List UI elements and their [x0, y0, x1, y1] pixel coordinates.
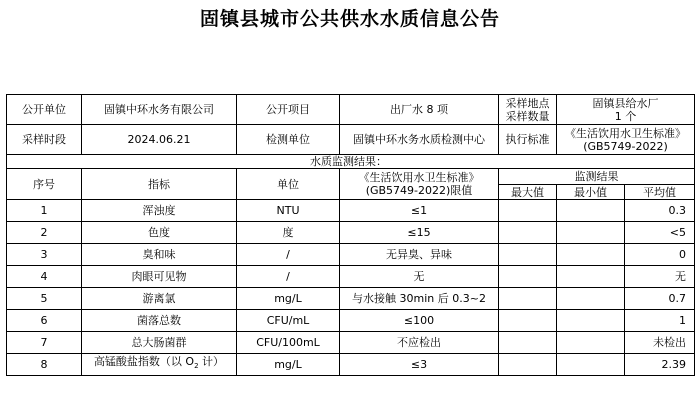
cell-min — [557, 332, 625, 354]
cell-no: 8 — [7, 354, 82, 376]
cell-avg: 无 — [625, 266, 695, 288]
col-avg: 平均值 — [625, 185, 695, 200]
cell-max — [499, 332, 557, 354]
col-min: 最小值 — [557, 185, 625, 200]
cell-max — [499, 244, 557, 266]
col-max: 最大值 — [499, 185, 557, 200]
quantity-label: 采样数量 — [505, 109, 550, 123]
cell-indicator: 肉眼可见物 — [82, 266, 237, 288]
page-title: 固镇县城市公共供水水质信息公告 — [199, 8, 500, 30]
standard-value — [557, 125, 695, 155]
cell-unit: CFU/mL — [237, 310, 340, 332]
table-row — [7, 310, 695, 332]
col-limit-line1: 《生活饮用水卫生标准》 — [358, 171, 480, 184]
cell-limit: 与水接触 30min 后 0.3~2 — [340, 288, 499, 310]
cell-indicator: 总大肠菌群 — [82, 332, 237, 354]
cell-no: 5 — [7, 288, 82, 310]
site-labels — [499, 95, 557, 125]
period-value: 2024.06.21 — [82, 125, 237, 155]
standard-name: 《生活饮用水卫生标准》 — [565, 126, 686, 140]
cell-min — [557, 244, 625, 266]
cell-no: 3 — [7, 244, 82, 266]
cell-indicator: 色度 — [82, 222, 237, 244]
cell-avg: 0.3 — [625, 200, 695, 222]
col-no: 序号 — [7, 169, 82, 200]
cell-max — [499, 266, 557, 288]
cell-limit: ≤100 — [340, 310, 499, 332]
col-limit-line2: (GB5749-2022)限值 — [365, 184, 473, 197]
table-row — [7, 332, 695, 354]
period-label: 采样时段 — [7, 125, 82, 155]
cell-limit: ≤3 — [340, 354, 499, 376]
cell-min — [557, 222, 625, 244]
col-unit: 单位 — [237, 169, 340, 200]
cell-avg: 2.39 — [625, 354, 695, 376]
site-label: 采样地点 — [505, 96, 550, 110]
cell-min — [557, 200, 625, 222]
cell-avg: <5 — [625, 222, 695, 244]
item-value: 出厂水 8 项 — [340, 95, 499, 125]
cell-no: 2 — [7, 222, 82, 244]
indicator-text: 高锰酸盐指数（以 O — [93, 355, 195, 369]
lab-value: 固镇中环水务水质检测中心 — [340, 125, 499, 155]
site-value: 固镇县给水厂 — [592, 96, 659, 110]
col-indicator: 指标 — [82, 169, 237, 200]
indicator-subscript: 2 — [194, 362, 199, 371]
results-caption: 水质监测结果： — [7, 155, 695, 169]
cell-avg: 未检出 — [625, 332, 695, 354]
cell-indicator: 菌落总数 — [82, 310, 237, 332]
table-row — [7, 266, 695, 288]
cell-unit: NTU — [237, 200, 340, 222]
cell-no: 6 — [7, 310, 82, 332]
standard-label: 执行标准 — [499, 125, 557, 155]
cell-min — [557, 354, 625, 376]
cell-limit: 不应检出 — [340, 332, 499, 354]
header-row-publisher — [7, 95, 695, 125]
cell-unit: CFU/100mL — [237, 332, 340, 354]
site-values — [557, 95, 695, 125]
table-row — [7, 354, 695, 376]
cell-min — [557, 266, 625, 288]
cell-max — [499, 288, 557, 310]
cell-unit: 度 — [237, 222, 340, 244]
cell-unit: mg/L — [237, 354, 340, 376]
cell-avg: 0.7 — [625, 288, 695, 310]
table-row — [7, 200, 695, 222]
quantity-value: 1 个 — [614, 109, 637, 123]
col-monitor: 监测结果 — [499, 169, 695, 185]
cell-max — [499, 354, 557, 376]
col-limit — [340, 169, 499, 200]
cell-limit: 无异臭、异味 — [340, 244, 499, 266]
cell-no: 1 — [7, 200, 82, 222]
table-row — [7, 288, 695, 310]
cell-indicator: 臭和味 — [82, 244, 237, 266]
lab-label: 检测单位 — [237, 125, 340, 155]
cell-avg: 0 — [625, 244, 695, 266]
cell-no: 4 — [7, 266, 82, 288]
column-header-row — [7, 169, 695, 185]
cell-limit: 无 — [340, 266, 499, 288]
item-label: 公开项目 — [237, 95, 340, 125]
cell-min — [557, 288, 625, 310]
cell-avg: 1 — [625, 310, 695, 332]
cell-indicator: 游离氯 — [82, 288, 237, 310]
table-row — [7, 222, 695, 244]
cell-min — [557, 310, 625, 332]
publisher-value: 固镇中环水务有限公司 — [82, 95, 237, 125]
standard-code: (GB5749-2022) — [583, 139, 668, 153]
cell-no: 7 — [7, 332, 82, 354]
cell-max — [499, 200, 557, 222]
header-row-period — [7, 125, 695, 155]
cell-max — [499, 222, 557, 244]
water-quality-table — [6, 94, 695, 376]
cell-limit: ≤1 — [340, 200, 499, 222]
results-caption-row — [7, 155, 695, 169]
cell-unit: mg/L — [237, 288, 340, 310]
cell-unit: / — [237, 266, 340, 288]
cell-indicator: 浑浊度 — [82, 200, 237, 222]
indicator-tail: 计） — [198, 355, 225, 369]
cell-limit: ≤15 — [340, 222, 499, 244]
cell-unit: / — [237, 244, 340, 266]
cell-indicator — [82, 354, 237, 376]
publisher-label: 公开单位 — [7, 95, 82, 125]
cell-max — [499, 310, 557, 332]
table-row — [7, 244, 695, 266]
